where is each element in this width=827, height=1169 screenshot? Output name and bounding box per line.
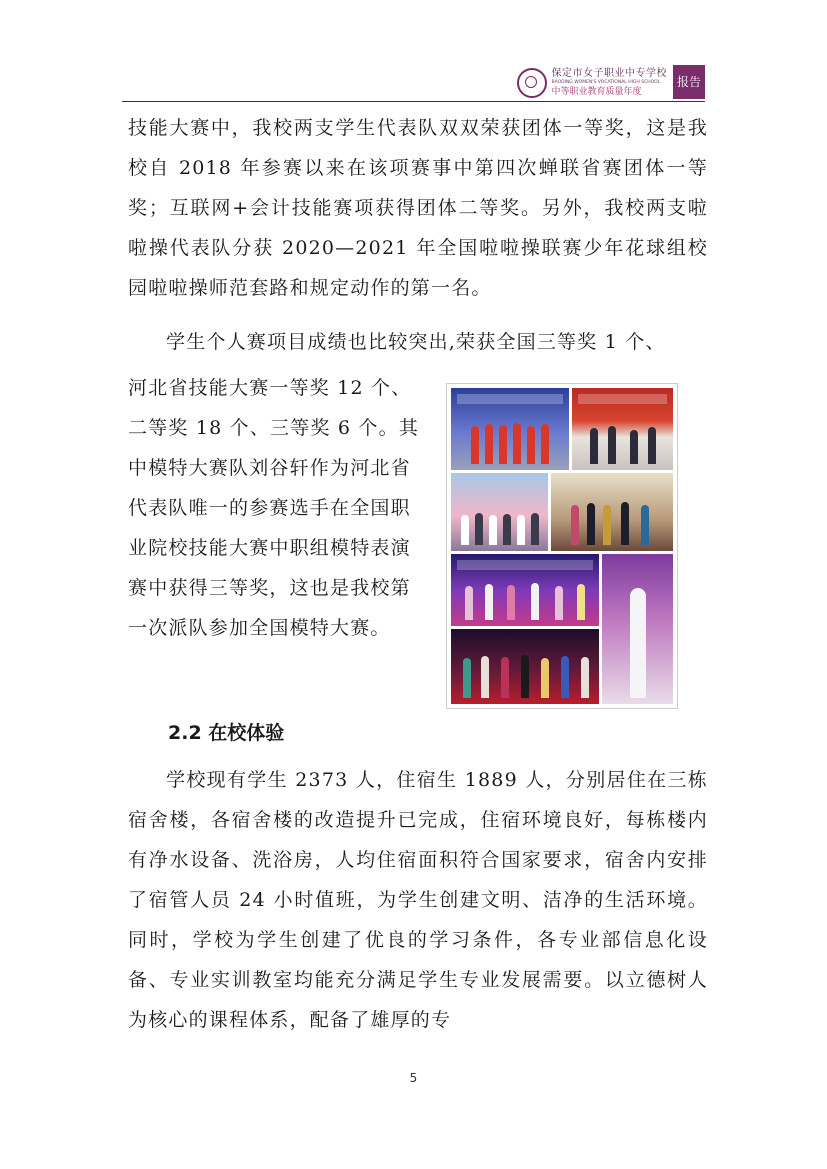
page-header — [122, 64, 705, 102]
paragraph-campus-experience: 学校现有学生 2373 人，住宿生 1889 人，分别居住在三栋宿舍楼，各宿舍楼的改造提升已完成，住宿环境良好，每栋楼内有净水设备、洗浴房，人均住宿面积符合国家要求，宿舍内安排了宿管人员 24 小时值班，为学生创建文明、洁净的生活环境。同时，学校为学生创建了优良的学习条件，各专业部信息化设备、专业实训教室均能充分满足学生专业发展需要。以立德树人为核心的课程体系，配备了雄厚的专 — [128, 769, 708, 1031]
section-heading: 2.2 在校体验 — [168, 722, 285, 744]
school-name-block — [552, 69, 668, 97]
header-divider — [122, 101, 705, 102]
photo-model-show — [451, 554, 599, 626]
paragraph-competition-results: 技能大赛中，我校两支学生代表队双双荣获团体一等奖，这是我校自 2018 年参赛以来在该项赛事中第四次蝉联省赛团体一等奖；互联网+会计技能赛项获得团体二等奖。另外，我校两支啦啦操代表队分获 2020—2021 年全国啦啦操联赛少年花球组校园啦啦操师范套路和规定动作的第一名。 — [128, 117, 708, 299]
paragraph-individual-results-intro: 学生个人赛项目成绩也比较突出,荣获全国三等奖 1 个、 — [166, 331, 666, 353]
school-name-en: BAODING WOMEN'S VOCATIONAL HIGH SCHOOL — [551, 80, 661, 86]
award-photo-collage — [447, 384, 677, 708]
school-logo-block — [517, 68, 668, 98]
photo-model-qipao — [602, 554, 673, 704]
paragraph-individual-results: 河北省技能大赛一等奖 12 个、二等奖 18 个、三等奖 6 个。其中模特大赛队刘谷轩作为河北省代表队唯一的参赛选手在全国职业院校技能大赛中职组模特表演赛中获得三等奖，这也是我校第一次派队参加全国模特大赛。 — [128, 377, 420, 639]
photo-award-stage — [551, 473, 673, 551]
report-title: 中等职业教育质量年度 — [551, 86, 642, 97]
photo-model-finale — [451, 629, 599, 704]
photo-stage-group — [451, 473, 548, 551]
school-seal-icon — [517, 68, 547, 98]
school-name: 保定市女子职业中专学校 — [551, 68, 667, 80]
page-number: 5 — [409, 1071, 418, 1085]
report-tag: 报告 — [673, 65, 705, 99]
photo-certificate-ceremony — [572, 388, 673, 470]
photo-team-award — [451, 388, 569, 470]
